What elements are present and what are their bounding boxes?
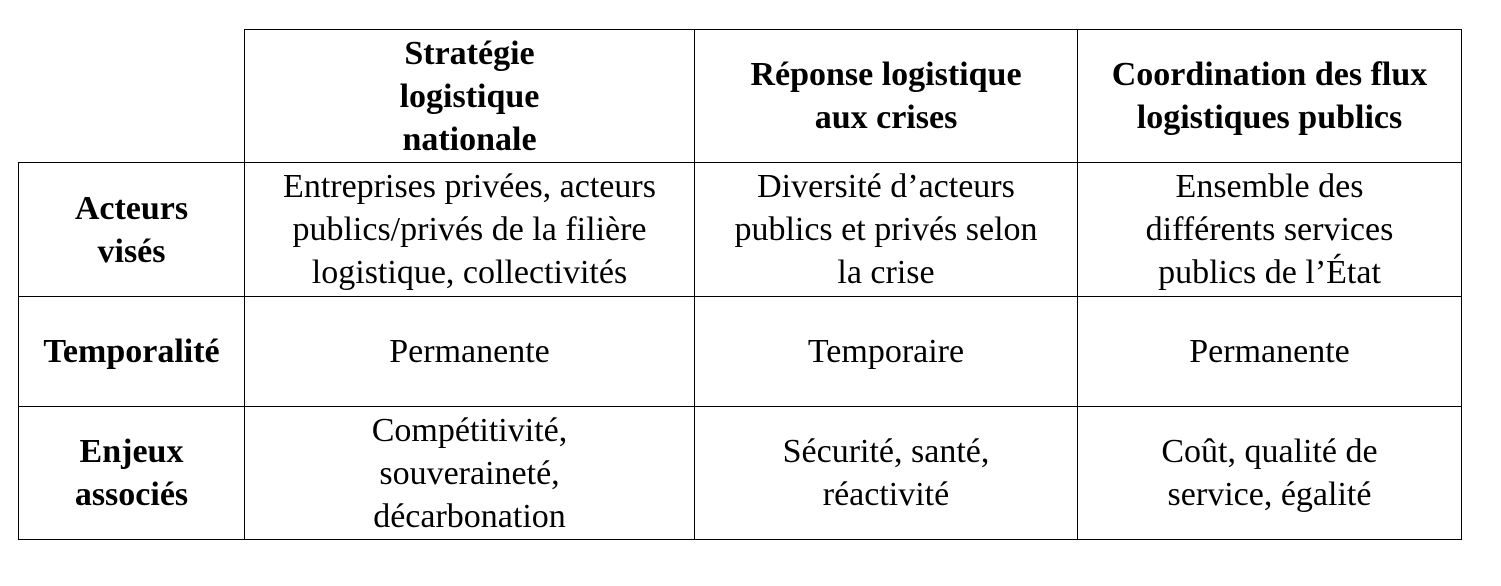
empty-corner-cell [19,30,245,163]
table-cell: Ensemble des différents services publics de l’État [1078,163,1462,297]
table-cell: Coût, qualité de service, égalité [1078,407,1462,540]
table-cell: Entreprises privées, acteurs publics/privés de la filière logistique, collectivités [245,163,695,297]
table-row-enjeux [19,407,1462,540]
row-header-acteurs: Acteurs visés [19,163,245,297]
table-cell: Permanente [245,297,695,407]
row-header-enjeux: Enjeux associés [19,407,245,540]
table-cell: Diversité d’acteurs publics et privés selon la crise [695,163,1078,297]
column-header-coordination: Coordination des flux logistiques publics [1078,30,1462,163]
table-cell: Sécurité, santé, réactivité [695,407,1078,540]
table-row-acteurs [19,163,1462,297]
comparison-table [18,29,1462,540]
table-row-temporalite [19,297,1462,407]
column-header-reponse: Réponse logistique aux crises [695,30,1078,163]
column-header-strategie: Stratégie logistique nationale [245,30,695,163]
table-cell: Permanente [1078,297,1462,407]
table-cell: Temporaire [695,297,1078,407]
table-cell: Compétitivité, souveraineté, décarbonation [245,407,695,540]
row-header-temporalite: Temporalité [19,297,245,407]
header-row [19,30,1462,163]
